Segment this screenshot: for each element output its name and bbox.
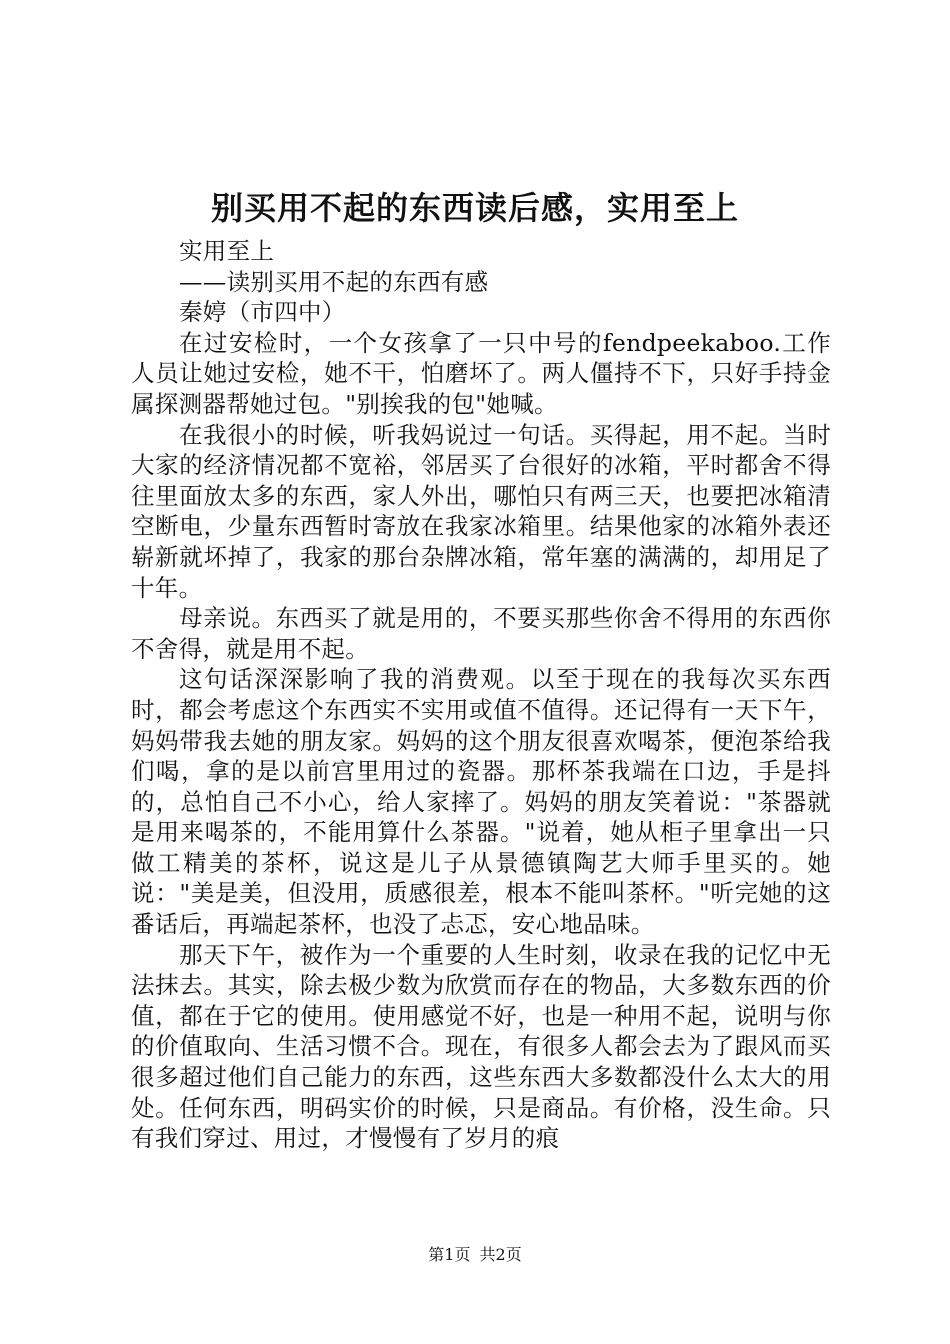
page-footer <box>0 1243 950 1267</box>
paragraph: 母亲说。东西买了就是用的，不要买那些你舍不得用的东西你不舍得，就是用不起。 <box>131 604 831 663</box>
author-line: 秦婷（市四中） <box>179 298 346 327</box>
page-number: 第1页 <box>428 1245 471 1264</box>
page-total: 共2页 <box>479 1245 522 1264</box>
subtitle-line: 实用至上 <box>179 237 275 265</box>
paragraph: 在我很小的时候，听我妈说过一句话。买得起，用不起。当时大家的经济情况都不宽裕，邻居买了台很好的冰箱，平时都舍不得往里面放太多的东西，家人外出，哪怕只有两三天，也要把冰箱清空断电，少量东西暂时寄放在我家冰箱里。结果他家的冰箱外表还崭新就坏掉了，我家的那台杂牌冰箱，常年塞的满满的，却用足了十年。 <box>131 420 831 602</box>
paragraph: 在过安检时，一个女孩拿了一只中号的fendpeekaboo.工作人员让她过安检，她不干，怕磨坏了。两人僵持不下，只好手持金属探测器帮她过包。"别挨我的包"她喊。 <box>131 328 831 418</box>
document-title: 别买用不起的东西读后感，实用至上 <box>210 189 739 227</box>
paragraph: 那天下午，被作为一个重要的人生时刻，收录在我的记忆中无法抹去。其实，除去极少数为欣赏而存在的物品，大多数东西的价值，都在于它的使用。使用感觉不好，也是一种用不起，说明与你的价值取向、生活习惯不合。现在，有很多人都会去为了跟风而买很多超过他们自己能力的东西，这些东西大多数都没什么太大的用处。任何东西，明码实价的时候，只是商品。有价格，没生命。只有我们穿过、用过，才慢慢有了岁月的痕 <box>131 940 831 1153</box>
document-body <box>131 236 831 1154</box>
subtitle-dash-line: ——读别买用不起的东西有感 <box>179 267 489 296</box>
paragraph: 这句话深深影响了我的消费观。以至于现在的我每次买东西时，都会考虑这个东西实不实用或值不值得。还记得有一天下午，妈妈带我去她的朋友家。妈妈的这个朋友很喜欢喝茶，便泡茶给我们喝，拿的是以前宫里用过的瓷器。那杯茶我端在口边，手是抖的，总怕自己不小心，给人家摔了。妈妈的朋友笑着说："茶器就是用来喝茶的，不能用算什么茶器。"说着，她从柜子里拿出一只做工精美的茶杯，说这是儿子从景德镇陶艺大师手里买的。她说："美是美，但没用，质感很差，根本不能叫茶杯。"听完她的这番话后，再端起茶杯，也没了忐忑，安心地品味。 <box>131 665 831 939</box>
